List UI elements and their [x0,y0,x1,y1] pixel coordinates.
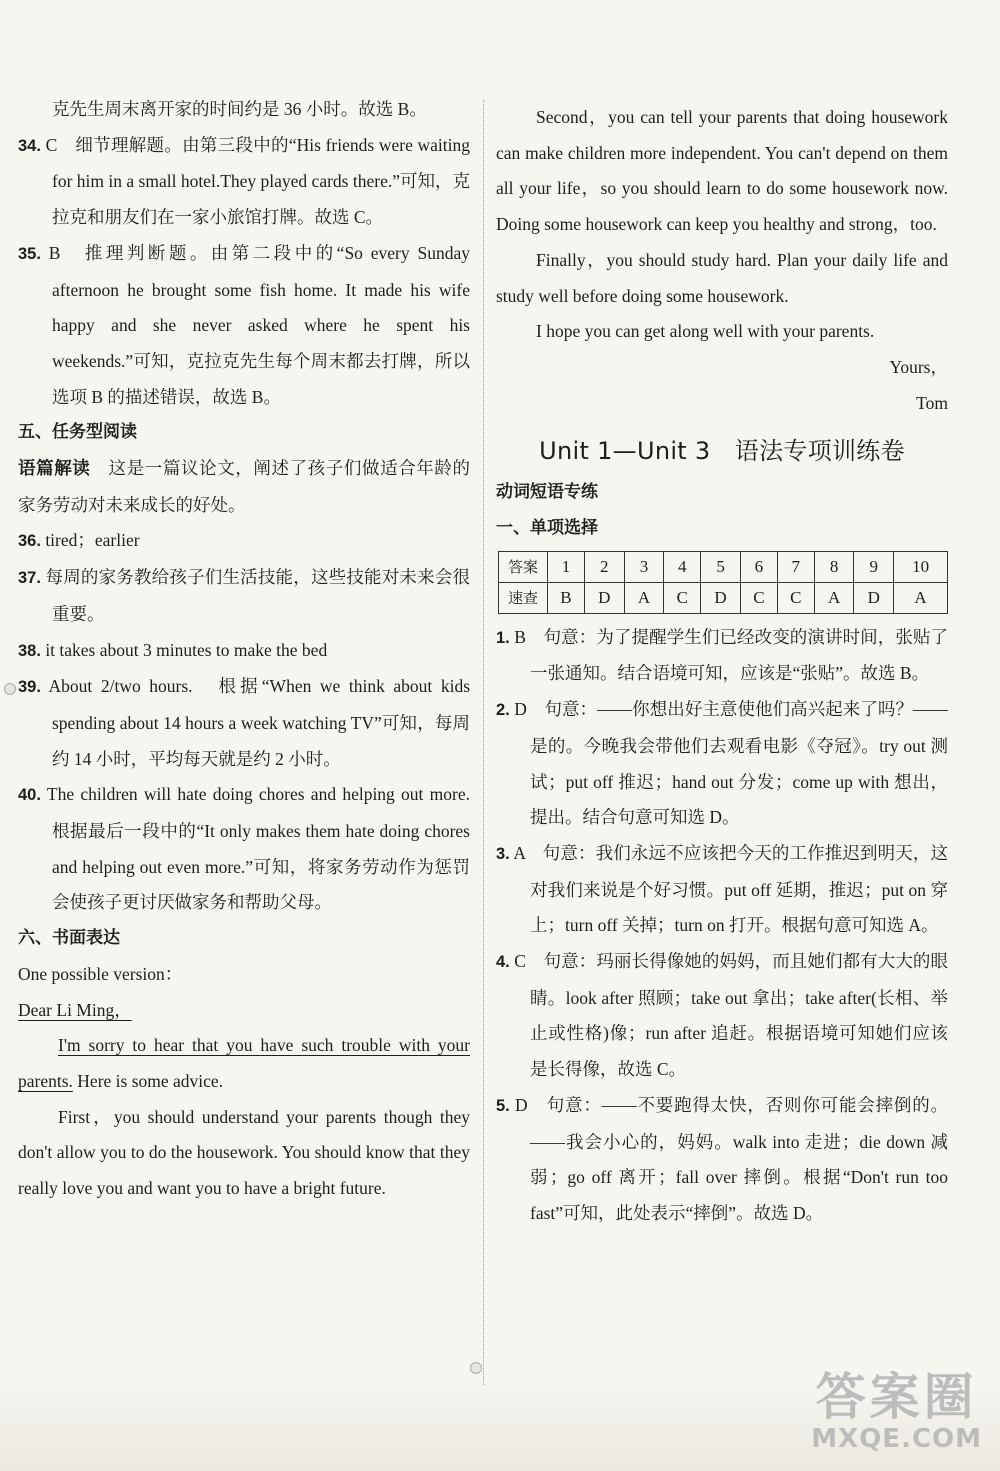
answer-number: 4. [496,953,510,972]
table-cell-number: 4 [664,551,701,582]
answer-text: A 句意：我们永远不应该把今天的工作推迟到明天，这对我们来说是个好习惯。put off 延期，推迟；put on 穿上；turn off 关掉；turn on 打开。根据句意可知选 A。 [513,842,948,936]
letter-salutation [18,993,470,1029]
table-cell-answer: D [701,582,741,613]
answer-number: 36. [18,532,41,551]
letter-paragraph: First，you should understand your parents though they don't allow you to do the housework. You should know that they really love you and want you to have a bright future. [18,1106,470,1199]
answer-34 [18,128,470,236]
answer-38 [18,633,470,670]
table-header-cell: 答案 [499,551,548,582]
answer-text: 每周的家务教给孩子们生活技能，这些技能对未来会很重要。 [45,567,471,624]
answer-number: 38. [18,641,41,660]
answer-number: 37. [18,569,41,588]
binding-hole-mark [470,1362,482,1374]
answer-table [498,551,948,614]
answer-35 [18,236,470,416]
letter-paragraph: I hope you can get along well with your parents. [536,321,875,342]
table-cell-number: 9 [854,551,894,582]
table-cell-number: 3 [624,551,664,582]
answer-text: tired；earlier [45,530,140,551]
underlined-sentence: I'm sorry to hear that you have such trouble with your parents. [18,1035,470,1091]
answer-37 [18,560,470,632]
table-cell-number: 5 [701,551,741,582]
watermark-url: MXQE.COM [811,1424,982,1454]
letter-closing: Yours， [889,356,948,377]
answer-40 [18,777,488,921]
left-column [18,92,488,1207]
table-cell-answer: C [664,582,701,613]
answer-33-continued: 克先生周末离开家的时间约是 36 小时。故选 B。 [52,99,427,119]
watermark-text: 答案圈 [815,1368,978,1426]
table-cell-answer: C [740,582,777,613]
passage-analysis-text: 这是一篇议论文，阐述了孩子们做适合年龄的家务劳动对未来成长的好处。 [18,458,471,515]
table-cell-answer: A [814,582,854,613]
table-cell-answer: B [548,582,585,613]
answer-number: 40. [18,786,41,805]
letter-paragraph: Finally，you should study hard. Plan your daily life and study well before doing some housework. [496,249,948,306]
answer-36 [18,523,470,560]
table-cell-number: 7 [777,551,814,582]
explanation-4 [496,944,948,1088]
binding-hole-mark [4,683,16,695]
answer-text: D 句意：——你想出好主意使他们高兴起来了吗？——是的。今晚我会带他们去观看电影《夺冠》。try out 测试；put off 推迟；hand out 分发；come up with 想出，提出。结合句意可知选 D。 [514,699,949,828]
answer-number: 39. [18,678,41,697]
table-row [499,551,948,582]
answer-text: C 句意：玛丽长得像她的妈妈，而且她们都有大大的眼睛。look after 照顾；take out 拿出；take after(长相、举止或性格)像；run after 追赶。根据语境可知她们应该是长得像，故选 C。 [514,951,949,1080]
letter-signature: Tom [916,392,948,413]
passage-analysis [18,451,470,523]
salutation-text: Dear Li Ming， [18,999,132,1020]
right-column [496,100,948,1232]
answer-39 [18,669,470,777]
explanation-3 [496,836,948,944]
answer-text: B 句意：为了提醒学生们已经改变的演讲时间，张贴了一张通知。结合语境可知，应该是“张贴”。故选 B。 [514,626,949,684]
table-cell-number: 6 [740,551,777,582]
table-cell-answer: C [777,582,814,613]
letter-paragraph [18,1028,470,1099]
answer-number: 3. [496,844,510,863]
table-row [499,582,948,613]
table-cell-answer: A [624,582,664,613]
watermark-logo [811,1369,982,1453]
table-cell-answer: D [854,582,894,613]
answer-number: 1. [496,628,510,647]
table-cell-answer: A [894,582,948,613]
passage-analysis-label: 语篇解读 [18,459,91,480]
table-cell-number: 8 [814,551,854,582]
answer-number: 34. [18,136,41,155]
paragraph-text: Here is some advice. [72,1070,224,1091]
answer-text: About 2/two hours. 根据“When we think about kids spending about 14 hours a week watching TV”可知，每周约 14 小时，平均每天就是约 2 小时。 [48,676,471,769]
answer-number: 2. [496,701,510,720]
letter-paragraph: Second，you can tell your parents that doing housework can make children more independent. You can't depend on them all your life，so you should learn to do some housework now. Doing some housework can keep you healthy and strong，too. [496,107,948,235]
column-divider [483,100,484,1385]
answer-text: D 句意：——不要跑得太快，否则你可能会摔倒的。——我会小心的，妈妈。walk into 走进；die down 减弱；go off 离开；fall over 摔倒。根据“Don't run too fast”可知，此处表示“摔倒”。故选 D。 [514,1094,949,1223]
explanation-2 [496,692,948,836]
table-cell-number: 10 [894,551,948,582]
section-heading-single-choice: 一、单项选择 [496,518,598,539]
section-heading-task-reading: 五、任务型阅读 [18,422,137,443]
subsection-heading: 动词短语专练 [496,482,598,503]
answer-number: 5. [496,1096,510,1115]
table-cell-number: 1 [548,551,585,582]
version-label: One possible version： [18,963,183,984]
answer-number: 35. [18,244,41,263]
section-heading-writing: 六、书面表达 [18,928,120,949]
unit-title: Unit 1—Unit 3 语法专项训练卷 [539,437,905,466]
explanation-1 [496,620,948,692]
answer-text: The children will hate doing chores and helping out more. 根据最后一段中的“It only makes them hate doing chores and helping out even more.”可知，将家务劳动作为惩罚会使孩子更讨厌做家务和帮助父母。 [46,784,488,913]
answer-text: C 细节理解题。由第三段中的“His friends were waiting for him in a small hotel.They played cards there.”可知，克拉克和朋友们在一家小旅馆打牌。故选 C。 [45,134,470,228]
explanation-5 [496,1088,948,1232]
table-cell-answer: D [584,582,624,613]
table-cell-number: 2 [584,551,624,582]
answer-text: B 推理判断题。由第二段中的“So every Sunday afternoon he brought some fish home. It made his wife happy and she never asked where he spent his weekends.”可知，克拉克先生每个周末都去打牌，所以选项 B 的描述错误，故选 B。 [48,242,470,407]
table-header-cell: 速查 [499,582,548,613]
answer-text: it takes about 3 minutes to make the bed [45,639,328,660]
